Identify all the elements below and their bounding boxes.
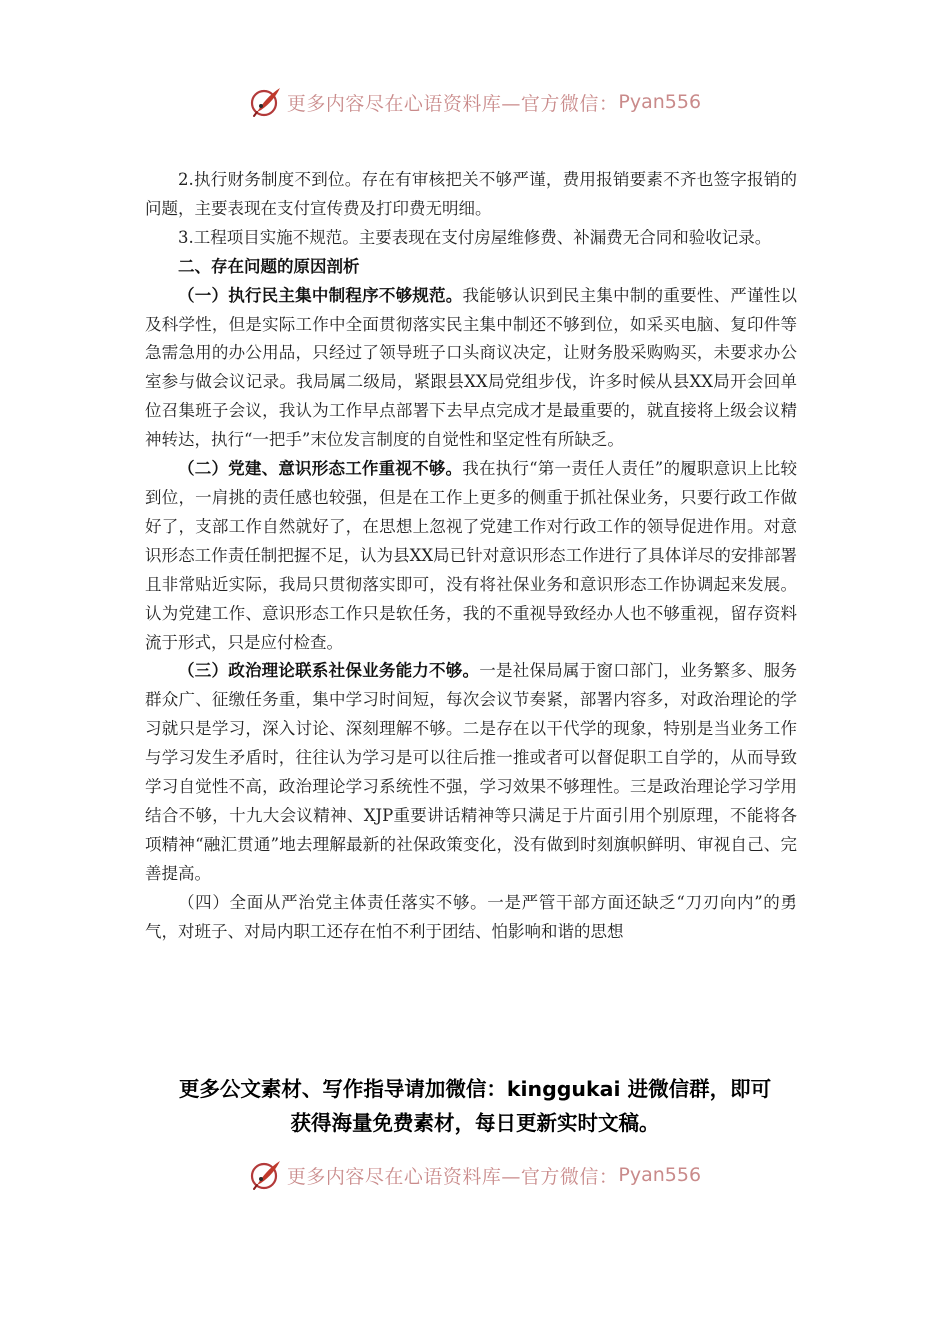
- quill-logo-icon: [249, 85, 283, 119]
- paragraph-section-3: [145, 657, 797, 888]
- paragraph-section-4: （四）全面从严治党主体责任落实不够。一是严管干部方面还缺乏“刀刃向内”的勇气，对班子、对局内职工还存在怕不利于团结、怕影响和谐的思想: [145, 892, 797, 941]
- footer-banner-wechat: Pyan556: [618, 1164, 702, 1186]
- paragraph-project: 3.工程项目实施不规范。主要表现在支付房屋维修费、补漏费无合同和验收记录。: [178, 227, 772, 247]
- paragraph-finance: 2.执行财务制度不到位。存在有审核把关不够严谨，费用报销要素不齐也签字报销的问题，主要表现在支付宣传费及打印费无明细。: [145, 170, 797, 218]
- paragraph-section-1: [145, 282, 797, 455]
- section-1-title: （一）执行民主集中制程序不够规范。: [178, 285, 463, 305]
- promo-line-2: 获得海量免费素材，每日更新实时文稿。: [290, 1111, 660, 1135]
- quill-logo-icon: [249, 1158, 283, 1192]
- header-banner-text: 更多内容尽在心语资料库—官方微信：: [286, 92, 619, 115]
- section-heading: 二、存在问题的原因剖析: [178, 256, 360, 276]
- footer-banner: [0, 1155, 950, 1195]
- footer-banner-text: 更多内容尽在心语资料库—官方微信：: [286, 1165, 619, 1188]
- section-2-text: 我在执行“第一责任人责任”的履职意识上比较到位，一肩挑的责任感也较强，但是在工作上更多的侧重于抓社保业务，只要行政工作做好了，支部工作自然就好了，在思想上忽视了党建工作对行政工作的领导促进作用。对意识形态工作责任制把握不足，认为县XX局已针对意识形态工作进行了具体详尽的安排部署且非常贴近实际，我局只贯彻落实即可，没有将社保业务和意识形态工作协调起来发展。认为党建工作、意识形态工作只是软任务，我的不重视导致经办人也不够重视，留存资料流于形式，只是应付检查。: [145, 459, 797, 652]
- section-1-text: 我能够认识到民主集中制的重要性、严谨性以及科学性，但是实际工作中全面贯彻落实民主集中制还不够到位，如采买电脑、复印件等急需急用的办公用品，只经过了领导班子口头商议决定，让财务股采购购买，未要求办公室参与做会议记录。我局属二级局，紧跟县XX局党组步伐，许多时候从县XX局开会回单位召集班子会议，我认为工作早点部署下去早点完成才是最重要的，就直接将上级会议精神转达，执行“一把手”末位发言制度的自觉性和坚定性有所缺乏。: [145, 285, 798, 450]
- promo-line-1: 更多公文素材、写作指导请加微信：kinggukai 进微信群，即可: [178, 1077, 772, 1101]
- section-3-text: 一是社保局属于窗口部门，业务繁多、服务群众广、征缴任务重，集中学习时间短，每次会议节奏紧，部署内容多，对政治理论的学习就只是学习，深入讨论、深刻理解不够。二是存在以干代学的现象，特别是当业务工作与学习发生矛盾时，往往认为学习是可以往后推一推或者可以督促职工自学的，从而导致学习自觉性不高，政治理论学习系统性不强，学习效果不够理性。三是政治理论学习学用结合不够，十九大会议精神、XJP重要讲话精神等只满足于片面引用个别原理，不能将各项精神“融汇贯通”地去理解最新的社保政策变化，没有做到时刻旗帜鲜明、审视自己、完善提高。: [145, 661, 798, 883]
- header-banner-wechat: Pyan556: [618, 91, 702, 113]
- header-banner: [0, 82, 950, 122]
- document-body: [145, 166, 797, 946]
- paragraph-section-2: [145, 455, 797, 657]
- section-2-title: （二）党建、意识形态工作重视不够。: [178, 459, 463, 479]
- section-3-title: （三）政治理论联系社保业务能力不够。: [178, 661, 480, 681]
- promo-notice: [140, 1072, 810, 1140]
